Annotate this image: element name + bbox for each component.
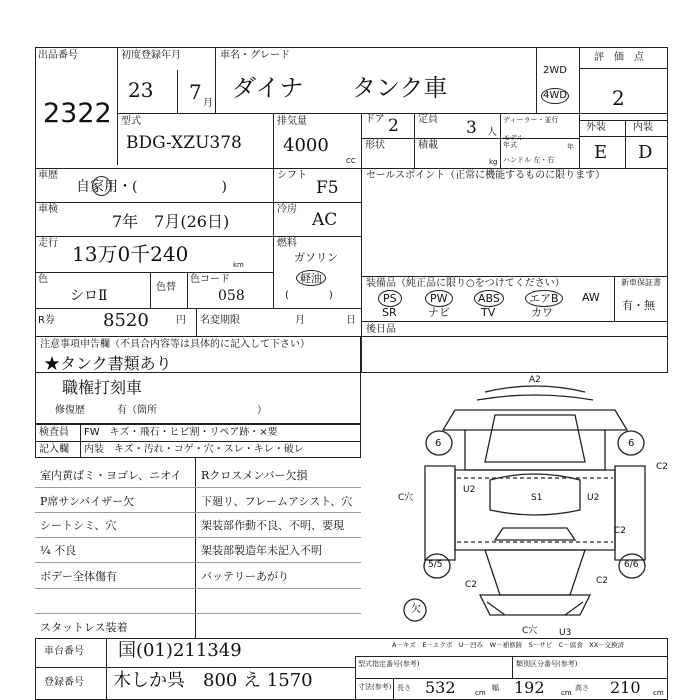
diagram-mark-c-hole-rear: C穴: [522, 626, 538, 636]
height-label: 高さ: [575, 684, 589, 692]
mileage-value: 13万0千240: [72, 242, 189, 266]
type-label: 型式: [121, 116, 141, 127]
length-value: 532: [425, 678, 456, 697]
equip-pw: PW: [425, 290, 453, 307]
chassis-value: 国(01)211349: [118, 640, 242, 661]
first-reg-year: 23: [128, 78, 154, 102]
grid-line: [361, 113, 362, 373]
diagram-mark-s1: S1: [531, 493, 543, 503]
grid-line: [35, 441, 361, 442]
repair-label: 修復歴: [55, 405, 85, 416]
comment-line: [35, 562, 361, 563]
comment-right-5: バッテリーあがり: [201, 570, 289, 583]
diagram-mark-6-front-left: 6: [435, 438, 442, 449]
rental-label: 名変期限: [200, 315, 240, 326]
equip-ps: PS: [378, 290, 402, 307]
grid-line: [273, 236, 361, 237]
grid-line: [536, 47, 537, 113]
interior-label: 内装: [633, 122, 653, 133]
diagram-mark-a2: A2: [529, 375, 541, 385]
lot-number: 2322: [43, 98, 112, 129]
repair-value: 有（箇所 ）: [117, 405, 267, 416]
rental-day: 日: [346, 315, 356, 326]
shape-label: 形状: [365, 140, 385, 151]
displacement-label: 排気量: [277, 116, 307, 127]
inspection-label: 車検: [38, 204, 58, 215]
first-reg-label: 初度登録年月: [121, 50, 181, 61]
damage-legend: A－キズ E－エクボ U－凹み W－補修跡 S－サビ C－腐食 XX－交換済: [392, 641, 625, 649]
grid-line: [215, 47, 216, 113]
comment-left-1: 室内黄ばミ・ヨゴレ、ニオイ: [40, 469, 182, 482]
type-cert-label: 型式指定番号(参考): [358, 660, 420, 668]
equip-aw: AW: [582, 291, 600, 304]
grid-line: [361, 138, 579, 139]
equip-tv: TV: [481, 306, 496, 319]
grid-line: [177, 70, 178, 113]
door-label: ドア: [365, 114, 385, 125]
grid-line: [35, 667, 355, 668]
diagram-mark-6-6: 6/6: [624, 560, 639, 570]
reg-label: 登録番号: [44, 677, 84, 688]
color-code-label: 色コード: [190, 274, 230, 285]
grid-line: [579, 120, 668, 121]
equipment-label: 装備品（純正品に限り○をつけてください）: [366, 278, 565, 289]
capacity-value: 3: [466, 118, 477, 138]
color-value: シロⅡ: [70, 288, 108, 304]
drive-2wd: 2WD: [543, 65, 567, 76]
comment-right-2: 下廻リ、フレームアシスト、穴: [201, 495, 353, 508]
cc-unit: CC: [346, 157, 356, 165]
vehicle-damage-diagram: [395, 370, 670, 640]
ac-label: 冷房: [277, 204, 297, 215]
comment-line: [35, 588, 361, 589]
diagram-mark-u2-left: U2: [463, 485, 476, 495]
color-code: 058: [218, 288, 245, 304]
kg-unit: kg: [489, 158, 498, 166]
month-suffix: 月: [203, 98, 213, 109]
person-unit: 人: [487, 127, 497, 138]
diagram-mark-c2-right: C2: [656, 462, 669, 472]
grid-line: [106, 638, 107, 700]
grid-line: [273, 113, 274, 168]
size-label: 寸法(参考): [358, 683, 392, 691]
grid-line: [579, 47, 580, 168]
comment-line: [35, 512, 361, 513]
chassis-label: 車台番号: [44, 646, 84, 657]
comment-left-4: ¼ 不良: [40, 544, 77, 557]
grid-line: [196, 308, 197, 336]
handle-label: ハンドル 左・右: [503, 156, 555, 164]
warranty-value: 有・無: [622, 299, 655, 312]
exterior-grade: E: [594, 142, 608, 163]
recycle-value: 8520: [103, 310, 149, 331]
lot-label: 出品番号: [38, 50, 78, 61]
color-label: 色: [38, 274, 48, 285]
inspector-row2: 内装 キズ・汚れ・コゲ・穴・スレ・キレ・破レ: [84, 444, 304, 455]
recycle-label: R券: [38, 315, 55, 326]
inspection-value: 7年 7月(26日): [112, 212, 230, 231]
inspector-label-2: 記入欄: [39, 444, 69, 455]
notes-line1: ★タンク書類あり: [44, 354, 172, 373]
sales-point-label: セールスポイント（正常に機能するものに限ります）: [366, 170, 606, 181]
comment-line: [35, 487, 361, 488]
width-value: 192: [514, 678, 545, 697]
diagram-mark-c-hole-left: C穴: [398, 493, 414, 503]
height-value: 210: [610, 678, 641, 697]
capacity-label: 定員: [418, 114, 438, 125]
grid-line: [117, 113, 668, 114]
equip-leather: カワ: [531, 306, 553, 319]
diagram-mark-u3: U3: [559, 628, 572, 638]
notes-label: 注意事項申告欄（不具合内容等は具体的に記入して下さい）: [40, 339, 310, 350]
grid-line: [414, 113, 415, 168]
equip-navi: ナビ: [428, 306, 450, 319]
inspector-label-1: 検査員: [39, 427, 69, 438]
comment-line: [35, 537, 361, 538]
fuel-paren: ( ): [285, 290, 333, 301]
model-grade: タンク車: [352, 74, 448, 102]
grid-line: [150, 272, 151, 308]
model-year-label: モデル年式: [503, 134, 524, 149]
comment-right-3: 架装部作動不良、不明、要現: [201, 519, 344, 532]
grid-line: [35, 202, 361, 203]
dealer-label: ディーラー・並行: [503, 116, 559, 124]
grid-line: [195, 458, 196, 638]
load-label: 積載: [418, 140, 438, 151]
class-label: 類別区分番号(参考): [516, 660, 578, 668]
width-unit: cm: [561, 689, 572, 697]
reg-value: 木しか呉 800 え 1570: [113, 670, 313, 691]
width-label: 幅: [492, 684, 499, 692]
grid-line: [35, 308, 361, 309]
diagram-mark-c2-rear-left: C2: [465, 580, 478, 590]
grid-line: [393, 678, 394, 700]
grid-line: [117, 47, 118, 165]
diagram-mark-c2-mid: C2: [614, 526, 627, 536]
grid-line: [35, 236, 273, 237]
displacement-value: 4000: [283, 135, 329, 156]
drive-4wd: 4WD: [541, 88, 569, 104]
grid-line: [614, 276, 615, 321]
seat-label: 後日品: [366, 324, 396, 335]
ac-value: AC: [312, 210, 338, 230]
history-label: 車歴: [38, 170, 58, 181]
km-unit: km: [233, 261, 244, 269]
comment-right-4: 架装部製造年未記入不明: [201, 544, 322, 557]
fuel-diesel: 軽油: [300, 272, 322, 285]
diagram-mark-missing: 欠: [411, 604, 421, 615]
equip-airbag: エアB: [525, 290, 563, 307]
grid-line: [187, 272, 188, 308]
mileage-label: 走行: [38, 238, 58, 249]
comment-left-5: ボデー全体傷有: [40, 570, 117, 583]
equip-abs: ABS: [474, 290, 504, 307]
length-unit: cm: [475, 689, 486, 697]
notes-line2: 職権打刻車: [62, 378, 143, 397]
diagram-mark-u2-right: U2: [587, 493, 600, 503]
equip-sr: SR: [382, 306, 397, 319]
grid-line: [579, 136, 668, 137]
grid-line: [35, 272, 273, 273]
color-change-label: 色替: [156, 282, 176, 293]
first-reg-month: 7: [189, 80, 202, 104]
grid-line: [579, 68, 668, 69]
grid-line: [35, 168, 668, 169]
diagram-mark-c2-rear-right: C2: [596, 576, 609, 586]
fuel-diesel-circle: [296, 270, 326, 286]
shift-value: F5: [316, 178, 339, 198]
diagram-mark-5-5: 5/5: [428, 560, 443, 570]
year-suffix: 年: [567, 143, 574, 151]
inspector-row1: FW キズ・飛石・ヒビ割・リペア跡・×要: [84, 427, 278, 438]
grid-line: [512, 656, 513, 678]
grid-line: [273, 168, 274, 308]
door-value: 2: [388, 116, 399, 136]
type-value: BDG-XZU378: [126, 133, 242, 153]
warranty-label: 新車保証書: [621, 278, 661, 287]
grid-line: [500, 113, 501, 168]
length-label: 長さ: [397, 684, 411, 692]
diagram-mark-6-front-right: 6: [628, 438, 635, 449]
rating-label: 評 価 点: [594, 52, 644, 63]
rental-month: 月: [295, 315, 305, 326]
interior-grade: D: [638, 142, 653, 163]
comment-left-6: スタットレス装着: [40, 621, 128, 634]
grid-line: [361, 321, 668, 322]
comment-left-3: シートシミ、穴: [40, 519, 117, 532]
fuel-value: ガソリン: [294, 251, 338, 264]
rating-value: 2: [612, 86, 625, 110]
yen-unit: 円: [176, 315, 186, 326]
fuel-label: 燃料: [277, 238, 297, 249]
history-value: 自家用・( ): [76, 179, 227, 195]
comment-left-2: P席サンバイザー欠: [40, 495, 135, 508]
history-circle-mark: [92, 176, 111, 196]
exterior-label: 外装: [586, 122, 606, 133]
shift-label: シフト: [277, 170, 307, 181]
model-name: ダイナ: [232, 74, 304, 102]
grid-line: [625, 120, 626, 168]
comment-line: [35, 613, 361, 614]
comment-right-1: Rクロスメンバー欠損: [201, 469, 308, 482]
grid-line: [361, 276, 668, 277]
height-unit: cm: [653, 689, 664, 697]
model-label: 車名・グレード: [220, 50, 290, 61]
